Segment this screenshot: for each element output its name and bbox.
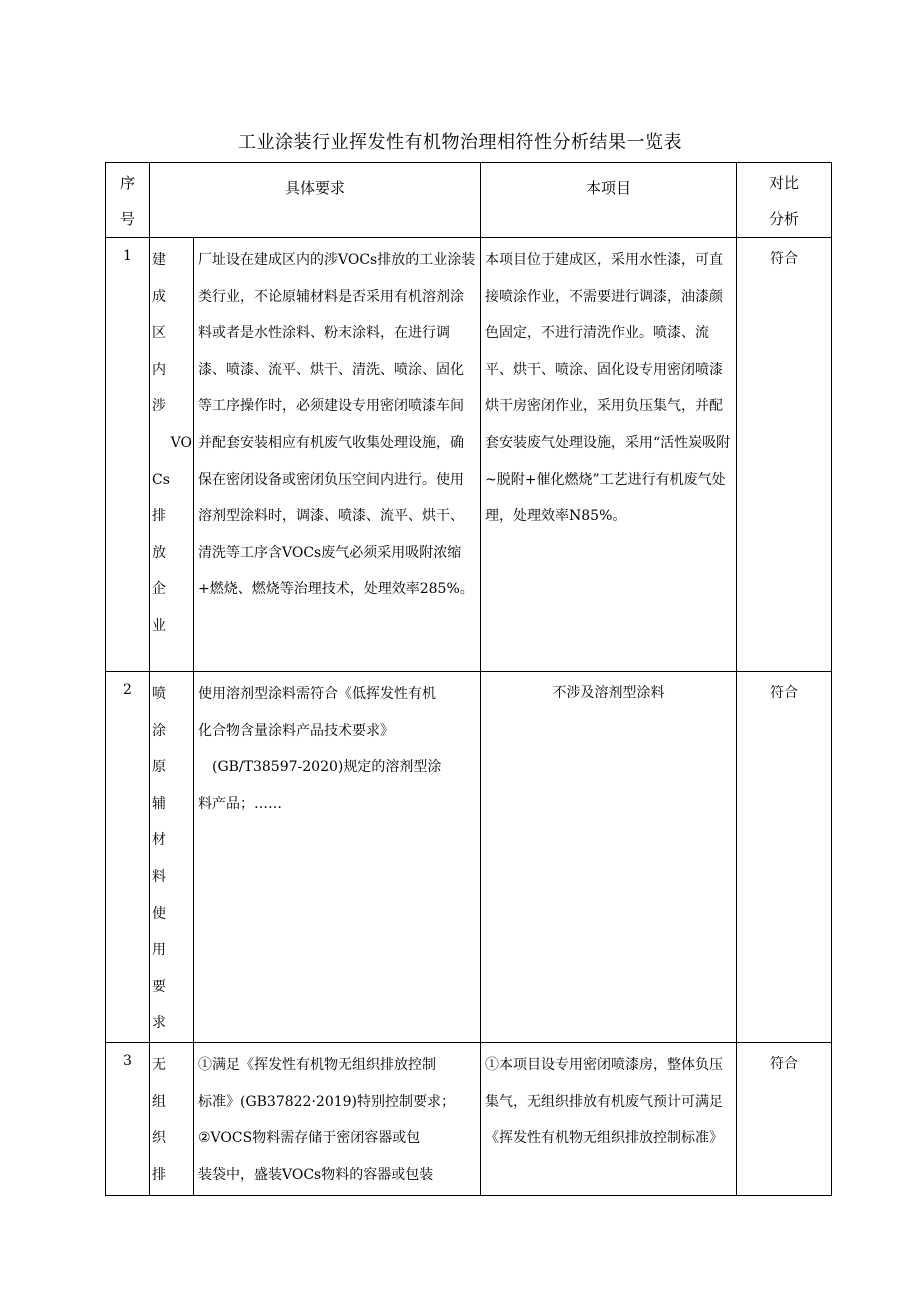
row-project: ①本项目设专用密闭喷漆房，整体负压集气，无组织排放有机废气预计可满足《挥发性有机物无组织排放控制标准》 xyxy=(481,1042,737,1195)
row-seq: 1 xyxy=(106,238,150,672)
row-project: 本项目位于建成区，采用水性漆，可直接喷涂作业，不需要进行调漆，油漆颜色固定，不进行清洗作业。喷漆、流平、烘干、喷涂、固化设专用密闭喷漆烘干房密闭作业，采用负压集气，并配套安装废气处理设施，采用“活性炭吸附~脱附+催化燃烧”工艺进行有机废气处理，处理效率N85%。 xyxy=(481,238,737,672)
row-seq: 2 xyxy=(106,672,150,1043)
header-project: 本项目 xyxy=(481,163,737,238)
compliance-table xyxy=(105,162,832,1196)
row-seq: 3 xyxy=(106,1042,150,1195)
row-requirement: 厂址设在建成区内的涉VOCs排放的工业涂装类行业，不论原辅材料是否采用有机溶剂涂料或者是水性涂料、粉末涂料，在进行调漆、喷漆、流平、烘干、清洗、喷涂、固化等工序操作时，必须建设专用密闭喷漆车间并配套安装相应有机废气收集处理设施，确保在密闭设备或密闭负压空间内进行。使用溶剂型涂料时，调漆、喷漆、流平、烘干、清洗等工序含VOCs废气必须采用吸附浓缩+燃烧、燃烧等治理技术，处理效率285%。 xyxy=(194,238,481,672)
page-title: 工业涂装行业挥发性有机物治理相符性分析结果一览表 xyxy=(238,132,682,153)
header-comparison: 对比 分析 xyxy=(737,163,832,238)
row-category: 喷 涂 原 辅 材 料 使 用 要 求 xyxy=(150,672,194,1043)
row-result: 符合 xyxy=(737,238,832,672)
row-category: 建 成 区 内 涉 VO Cs 排 放 企 业 xyxy=(150,238,194,672)
row-project: 不涉及溶剂型涂料 xyxy=(481,672,737,1043)
table-row xyxy=(106,238,832,672)
row-requirement: ①满足《挥发性有机物无组织排放控制 标准》(GB37822·2019)特别控制要求； ②VOCS物料需存储于密闭容器或包 装袋中，盛装VOCs物料的容器或包装 xyxy=(194,1042,481,1195)
header-seq: 序 号 xyxy=(106,163,150,238)
row-result: 符合 xyxy=(737,1042,832,1195)
row-result: 符合 xyxy=(737,672,832,1043)
row-category: 无 组 织 排 xyxy=(150,1042,194,1195)
row-requirement: 使用溶剂型涂料需符合《低挥发性有机 化合物含量涂料产品技术要求》 (GB/T38597-2020)规定的溶剂型涂 料产品；…… xyxy=(194,672,481,1043)
table-row xyxy=(106,672,832,1043)
header-row xyxy=(106,163,832,238)
header-requirement: 具体要求 xyxy=(150,163,481,238)
table-row xyxy=(106,1042,832,1195)
